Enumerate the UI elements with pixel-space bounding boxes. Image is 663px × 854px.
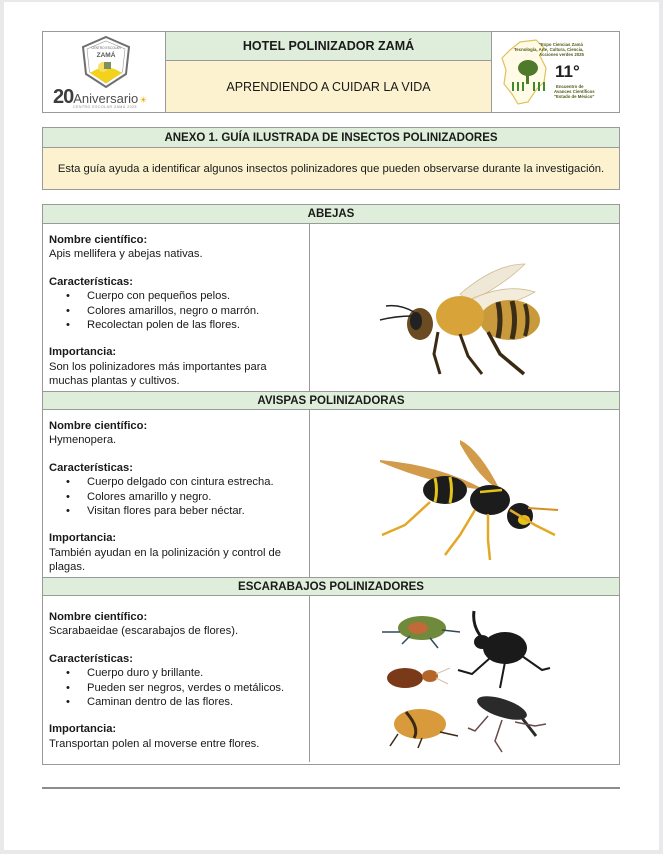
document-title: HOTEL POLINIZADOR ZAMÁ bbox=[166, 32, 491, 61]
importance-value: También ayudan en la polinización y control de plagas. bbox=[49, 546, 281, 574]
characteristic-item: • Cuerpo delgado con cintura estrecha. bbox=[66, 475, 309, 489]
characteristics-label: Características: bbox=[49, 461, 133, 474]
expo-line-2: Tecnología, Arte, Cultura, Ciencia, bbox=[514, 47, 584, 52]
section-text bbox=[43, 224, 310, 391]
scientific-name-value: Scarabaeidae (escarabajos de flores). bbox=[49, 625, 239, 638]
expo-line-5: Avances Científicos bbox=[554, 89, 595, 94]
characteristics-list bbox=[49, 666, 309, 709]
school-logo bbox=[43, 32, 166, 112]
characteristics-label: Características: bbox=[49, 652, 133, 665]
importance-label: Importancia: bbox=[49, 723, 117, 736]
importance-value: Son los polinizadores más importantes para muchas plantas y cultivos. bbox=[49, 360, 267, 388]
characteristic-item: • Caminan dentro de las flores. bbox=[66, 695, 309, 709]
expo-line-4: Encuentro de bbox=[556, 84, 584, 89]
document-subtitle: APRENDIENDO A CUIDAR LA VIDA bbox=[166, 61, 491, 112]
scientific-name-value: Hymenopera. bbox=[49, 434, 117, 447]
section-text bbox=[43, 596, 310, 762]
importance-label: Importancia: bbox=[49, 532, 117, 545]
anexo-description: Esta guía ayuda a identificar algunos insectos polinizadores que pueden observarse durante la investigación. bbox=[43, 148, 619, 189]
characteristic-item: • Colores amarillo y negro. bbox=[66, 490, 309, 504]
wasp-image bbox=[310, 410, 619, 577]
section-row-abejas bbox=[43, 224, 619, 391]
section-title-abejas: ABEJAS bbox=[43, 205, 619, 224]
expo-line-3: Acciones verdes 2025 bbox=[539, 52, 584, 57]
honeybee-photo-icon bbox=[310, 224, 619, 391]
anniversary-small-text: CENTRO ESCOLAR ZAMÁ 2025 bbox=[73, 105, 137, 109]
scientific-name-label: Nombre científico: bbox=[49, 611, 148, 623]
anexo-title: ANEXO 1. GUÍA ILUSTRADA DE INSECTOS POLINIZADORES bbox=[43, 128, 619, 148]
anniversary-number: 20 bbox=[53, 86, 74, 108]
header-center bbox=[166, 32, 491, 112]
characteristics-label: Características: bbox=[49, 275, 133, 288]
section-text bbox=[43, 410, 310, 577]
header-table bbox=[42, 31, 620, 113]
section-row-escarabajos bbox=[43, 596, 619, 762]
scientific-name-label: Nombre científico: bbox=[49, 234, 148, 246]
wasp-photo-icon bbox=[310, 410, 619, 577]
section-title-escarabajos: ESCARABAJOS POLINIZADORES bbox=[43, 577, 619, 596]
section-title-avispas: AVISPAS POLINIZADORAS bbox=[43, 391, 619, 410]
scientific-name-label: Nombre científico: bbox=[49, 420, 148, 432]
scientific-name-value: Apis mellifera y abejas nativas. bbox=[49, 248, 203, 261]
importance-value: Transportan polen al moverse entre flores. bbox=[49, 737, 260, 750]
expo-line-6: "Estado de México" bbox=[554, 94, 595, 99]
document-page bbox=[4, 2, 659, 850]
section-row-avispas bbox=[43, 410, 619, 577]
footer-divider bbox=[42, 787, 620, 789]
characteristics-list bbox=[49, 289, 309, 332]
expo-logo bbox=[491, 32, 619, 112]
bee-image bbox=[310, 224, 619, 391]
characteristic-item: • Colores amarillos, negro o marrón. bbox=[66, 304, 309, 318]
characteristic-item: • Pueden ser negros, verdes o metálicos. bbox=[66, 681, 309, 695]
characteristic-item: • Cuerpo duro y brillante. bbox=[66, 666, 309, 680]
expo-number: 11° bbox=[555, 62, 580, 81]
shield-text-main: ZAMÁ bbox=[96, 52, 116, 59]
school-shield-icon bbox=[81, 36, 131, 88]
characteristic-item: • Cuerpo con pequeños pelos. bbox=[66, 289, 309, 303]
characteristic-item: • Recolectan polen de las flores. bbox=[66, 318, 309, 332]
characteristics-list bbox=[49, 475, 309, 518]
anexo-box bbox=[42, 127, 620, 190]
anniversary-word: Aniversario bbox=[73, 91, 139, 106]
shield-text-top: CENTRO ESCOLAR bbox=[91, 46, 121, 50]
beetles-collage-photo-icon bbox=[310, 596, 619, 762]
characteristic-item: • Visitan flores para beber néctar. bbox=[66, 504, 309, 518]
sun-icon: ☀ bbox=[139, 95, 148, 105]
insect-guide-table bbox=[42, 204, 620, 765]
importance-label: Importancia: bbox=[49, 346, 117, 359]
beetles-image bbox=[310, 596, 619, 762]
expo-line-1: "Expo Ciencias Zamá bbox=[539, 42, 583, 47]
